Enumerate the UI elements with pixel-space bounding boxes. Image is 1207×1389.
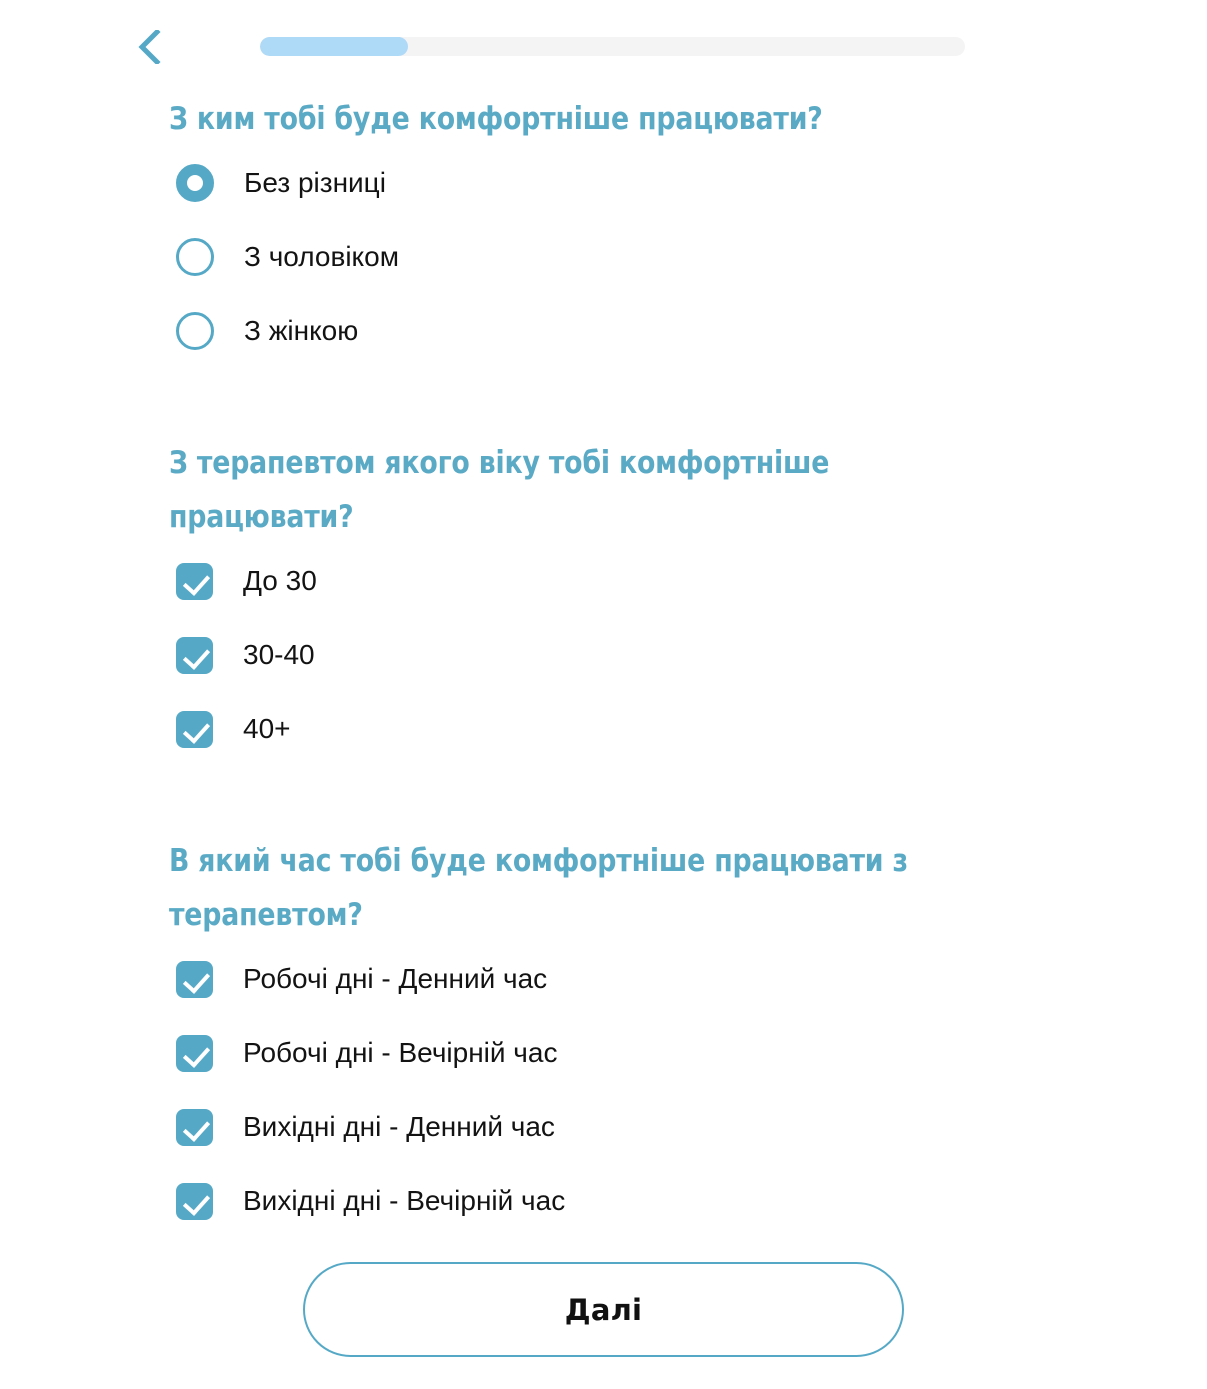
option-label: Вихідні дні - Денний час [243,1111,555,1142]
checkbox-icon-checked[interactable] [176,961,213,998]
option-label: 40+ [243,713,291,744]
back-button[interactable] [126,18,172,76]
question-section-1 [0,92,1207,368]
radio-group-gender-preference [0,146,1207,368]
option-row[interactable] [0,146,1207,220]
option-row[interactable] [0,692,1207,766]
radio-icon-selected[interactable] [176,164,214,202]
question-heading-1: З ким тобі буде комфортніше працювати? [168,101,823,137]
option-row[interactable] [0,1090,1207,1164]
option-row[interactable] [0,1016,1207,1090]
progress-bar-track [260,37,965,56]
question-section-3 [0,834,1207,1238]
option-label: Вихідні дні - Вечірній час [243,1185,566,1216]
option-label: З жінкою [244,315,359,346]
checkbox-icon-checked[interactable] [176,1183,213,1220]
option-row[interactable] [0,544,1207,618]
option-row[interactable] [0,618,1207,692]
option-label: До 30 [243,565,317,596]
checkbox-group-age-preference [0,544,1207,766]
option-label: Робочі дні - Денний час [243,963,548,994]
option-row[interactable] [0,1164,1207,1238]
option-row[interactable] [0,942,1207,1016]
option-label: Робочі дні - Вечірній час [243,1037,558,1068]
questionnaire-content [0,92,1207,1238]
option-label: 30-40 [243,639,315,670]
checkbox-icon-checked[interactable] [176,711,213,748]
section-spacer [0,766,1207,834]
question-heading-2: З терапевтом якого віку тобі комфортніше працювати? [168,445,830,535]
chevron-left-icon [137,30,161,64]
checkbox-icon-checked[interactable] [176,1109,213,1146]
radio-icon[interactable] [176,238,214,276]
checkbox-icon-checked[interactable] [176,563,213,600]
question-section-2 [0,436,1207,766]
next-button[interactable]: Далі [303,1262,904,1357]
question-heading-3: В який час тобі буде комфортніше працювати з терапевтом? [168,843,908,933]
checkbox-icon-checked[interactable] [176,637,213,674]
top-bar [0,0,1207,92]
option-label: Без різниці [244,167,386,198]
option-row[interactable] [0,220,1207,294]
footer [0,1262,1207,1357]
section-spacer [0,368,1207,436]
checkbox-group-time-preference [0,942,1207,1238]
radio-icon[interactable] [176,312,214,350]
progress-bar-fill [260,37,408,56]
option-label: З чоловіком [244,241,399,272]
checkbox-icon-checked[interactable] [176,1035,213,1072]
option-row[interactable] [0,294,1207,368]
